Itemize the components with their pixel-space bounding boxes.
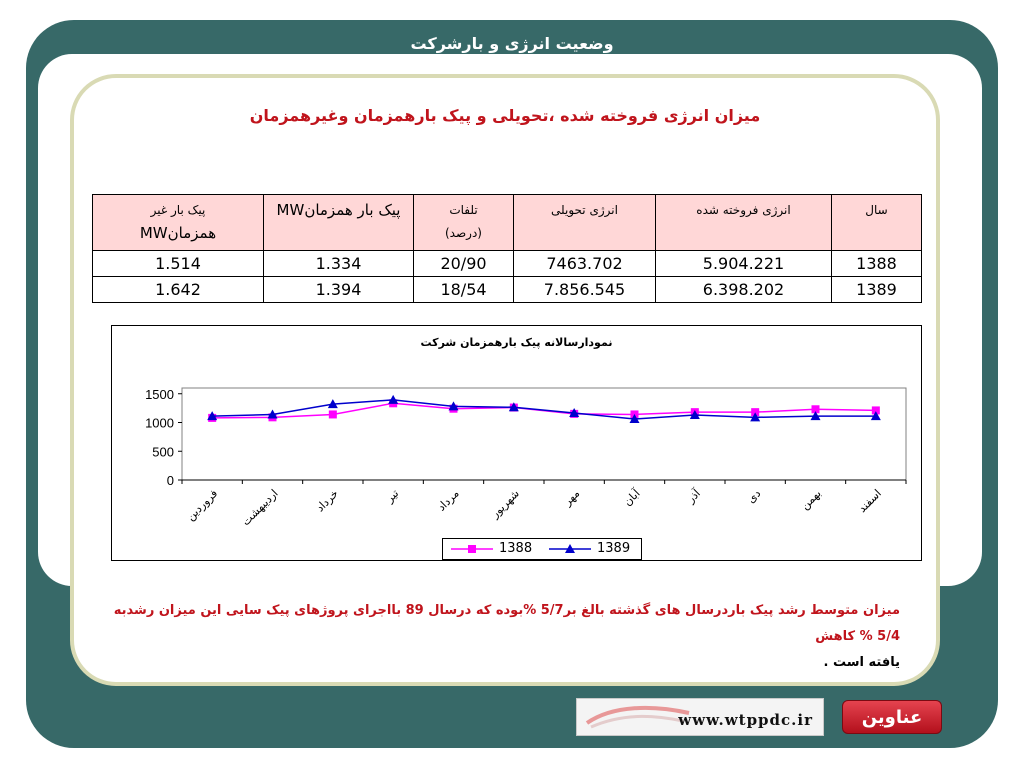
table-cell: 1.514	[93, 251, 264, 277]
page-heading: میزان انرژی فروخته شده ،تحویلی و پیک بارهمزمان وغیرهمزمان	[249, 106, 761, 125]
table-cell: 7.856.545	[514, 277, 656, 303]
table-cell: 18/54	[414, 277, 514, 303]
x-tick-label: آبان	[621, 486, 643, 509]
table-cell: 1.642	[93, 277, 264, 303]
x-tick-label: دی	[744, 486, 764, 506]
legend-marker-1388	[468, 545, 476, 553]
table-cell: 5.904.221	[656, 251, 832, 277]
header-coincident-peak: پیک بار همزمانMW	[264, 195, 414, 251]
table-cell: 1.394	[264, 277, 414, 303]
table-cell: 20/90	[414, 251, 514, 277]
x-tick-label: بهمن	[798, 486, 824, 513]
logo-swirl-icon	[583, 703, 693, 729]
header-year: سال	[832, 195, 922, 251]
table-cell: 1388	[832, 251, 922, 277]
summary-note	[110, 598, 900, 676]
header-losses: تلفات (درصد)	[414, 195, 514, 251]
note-text: میزان متوسط رشد پیک باردرسال های گذشته بالغ بر5/7 %بوده که درسال 89 بااجرای پروژهای پیک سایی این میزان رشدبه 5/4 % کاهش	[113, 603, 900, 644]
x-tick-label: تیر	[383, 486, 402, 505]
x-tick-label: فروردین	[184, 486, 221, 524]
header-energy-sold: انرژی فروخته شده	[656, 195, 832, 251]
x-tick-label: مهر	[561, 486, 583, 509]
x-tick-label: اردیبهشت	[239, 486, 281, 529]
table-cell: 7463.702	[514, 251, 656, 277]
chart-legend	[442, 538, 642, 560]
x-tick-label: اسفند	[855, 486, 884, 516]
table-cell: 6.398.202	[656, 277, 832, 303]
note-tail: یافته است .	[823, 655, 900, 670]
plot-frame	[182, 388, 906, 480]
contents-button[interactable]: عناوین	[842, 700, 942, 734]
legend-label-1389: 1389	[597, 541, 631, 556]
site-logo[interactable]	[576, 698, 824, 736]
chart-title: نمودارسالانه پیک بارهمزمان شرکت	[420, 336, 613, 349]
logo-url: www.wtppdc.ir	[678, 711, 813, 729]
x-tick-label: مرداد	[434, 486, 462, 514]
x-tick-label: شهریور	[488, 486, 522, 521]
x-tick-label: خرداد	[313, 486, 341, 515]
x-tick-label: آذر	[684, 486, 703, 506]
slide-title: وضعیت انرژی و بارشرکت	[410, 34, 614, 53]
y-tick-label: 0	[166, 473, 174, 488]
y-tick-label: 1000	[145, 415, 174, 431]
table-cell: 1389	[832, 277, 922, 303]
header-energy-delivered: انرژی تحویلی	[514, 195, 656, 251]
y-tick-label: 500	[152, 444, 174, 460]
table-cell: 1.334	[264, 251, 414, 277]
data-point-1388	[329, 410, 337, 418]
y-tick-label: 1500	[145, 386, 174, 402]
legend-label-1388: 1388	[499, 541, 533, 556]
header-noncoincident-peak: پیک بار غیر همزمانMW	[93, 195, 264, 251]
